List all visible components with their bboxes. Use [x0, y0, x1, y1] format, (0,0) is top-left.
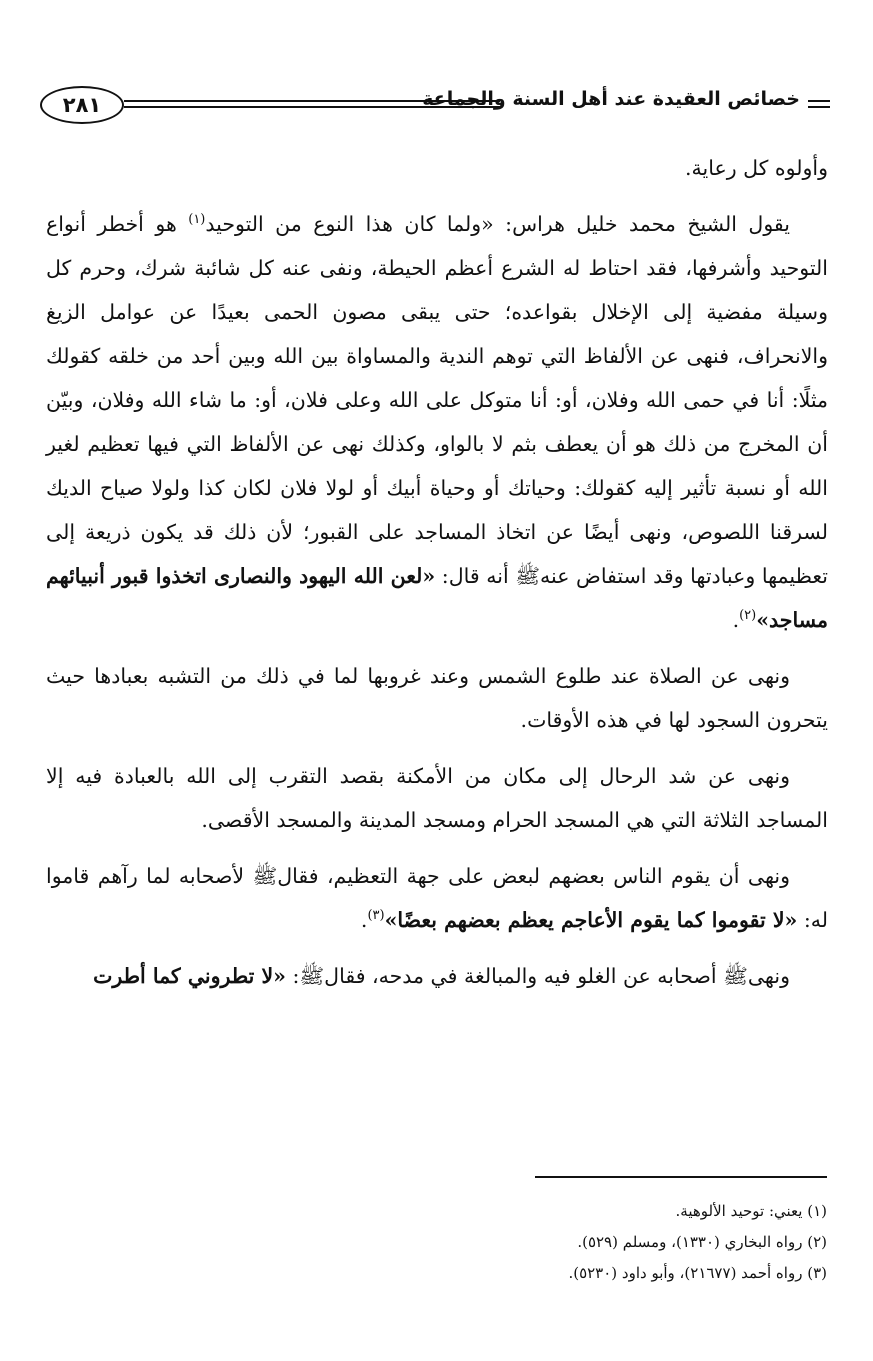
hadith-quote: «لعن الله اليهود والنصارى اتخذوا قبور أنبيائهم مساجد» — [46, 564, 828, 632]
paragraph-text: . — [360, 908, 368, 932]
page-header — [40, 84, 830, 128]
body-text — [46, 146, 828, 1010]
footnotes — [227, 1196, 827, 1289]
footnote-ref[interactable]: (١) — [188, 212, 206, 228]
paragraph — [46, 954, 828, 998]
footnote: (٢) رواه البخاري (١٣٣٠)، ومسلم (٥٢٩). — [577, 1233, 827, 1251]
paragraph-text: يقول الشيخ محمد خليل هراس: «ولما كان هذا النوع من التوحيد — [205, 212, 790, 236]
footnote-divider — [535, 1176, 827, 1178]
paragraph — [46, 854, 828, 942]
footnote: (١) يعني: توحيد الألوهية. — [675, 1202, 827, 1220]
paragraph-text: ونهى عن الصلاة عند طلوع الشمس وعند غروبها لما في ذلك من التشبه بعبادها حيث يتحرون السجود لها في هذه الأوقات. — [46, 664, 828, 732]
footnote: (٣) رواه أحمد (٢١٦٧٧)، وأبو داود (٥٢٣٠). — [568, 1264, 827, 1282]
footnote-ref[interactable]: (٣) — [367, 908, 385, 924]
paragraph-text: ونهى عن شد الرحال إلى مكان من الأمكنة بقصد التقرب إلى الله بالعبادة فيه إلا المساجد الثلاثة التي هي المسجد الحرام ومسجد المدينة والمسجد الأقصى. — [46, 764, 828, 832]
paragraph-text: . — [732, 608, 740, 632]
paragraph — [46, 146, 828, 190]
paragraph — [46, 202, 828, 642]
paragraph-text: هو أخطر أنواع التوحيد وأشرفها، فقد احتاط له الشرع أعظم الحيطة، ونفى عنه كل شائبة شرك، وحرم كل وسيلة مفضية إلى الإخلال بقواعده؛ حتى يبقى مصون الحمى بعيدًا عن عوامل الزيغ والانحراف، فنهى عن الألفاظ التي توهم الندية والمساواة بين الله وبين أحد من خلقه كقولك مثلًا: أنا في حمى الله وفلان، أو: أنا متوكل على الله وعلى فلان، أو: ما شاء الله وفلان، وبيّن أن المخرج من ذلك هو أن يعطف بثم لا بالواو، وكذلك نهى عن الألفاظ التي فيها تعظيم لغير الله أو نسبة تأثير إليه كقولك: وحياتك أو وحياة أبيك أو لولا فلان لكان كذا ولولا صياح الديك لسرقنا اللصوص، ونهى أيضًا عن اتخاذ المساجد على القبور؛ لأن ذلك قد يكون ذريعة إلى تعظيمها وعبادتها وقد استفاض عنهﷺ أنه قال: — [46, 212, 828, 588]
hadith-quote: «لا تقوموا كما يقوم الأعاجم يعظم بعضهم بعضًا» — [384, 908, 798, 932]
footnote-ref[interactable]: (٢) — [739, 608, 757, 624]
hadith-quote: «لا تطروني كما أطرت — [93, 964, 286, 988]
header-rule-end — [808, 100, 830, 102]
paragraph-text: وأولوه كل رعاية. — [685, 156, 828, 180]
paragraph — [46, 754, 828, 842]
header-rule-end — [808, 106, 830, 108]
paragraph-text: ونهى أن يقوم الناس بعضهم لبعض على جهة التعظيم، فقالﷺ لأصحابه لما رآهم قاموا له: — [46, 864, 828, 932]
page-number: ٢٨١ — [40, 86, 124, 124]
paragraph-text: ونهىﷺ أصحابه عن الغلو فيه والمبالغة في مدحه، فقالﷺ: — [286, 964, 790, 988]
paragraph — [46, 654, 828, 742]
running-title: خصائص العقيدة عند أهل السنة والجماعة — [422, 88, 800, 110]
